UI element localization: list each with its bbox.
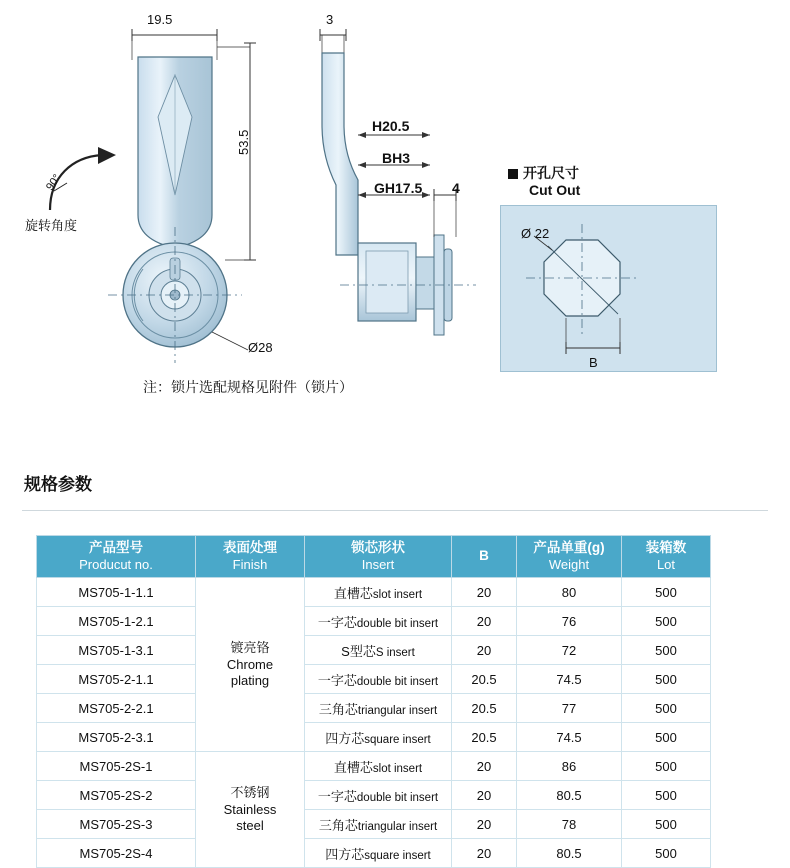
square-bullet-icon (508, 169, 518, 179)
cell-b: 20 (452, 578, 517, 607)
cell-insert: 一字芯double bit insert (305, 665, 452, 694)
column-header-finish: 表面处理 Finish (196, 536, 305, 578)
front-height-dimension: 53.5 (236, 129, 251, 155)
cell-model: MS705-2-3.1 (37, 723, 196, 752)
cell-weight: 86 (517, 752, 622, 781)
column-header-model: 产品型号 Producut no. (37, 536, 196, 578)
cell-lot: 500 (622, 607, 711, 636)
cell-model: MS705-1-2.1 (37, 607, 196, 636)
cell-model: MS705-2S-4 (37, 839, 196, 868)
cutout-b-dimension: B (589, 355, 598, 370)
side-view-drawing (280, 5, 500, 405)
cell-lot: 500 (622, 752, 711, 781)
technical-drawing (0, 0, 790, 430)
cutout-diameter-dimension: Ø 22 (521, 226, 550, 241)
cell-b: 20 (452, 752, 517, 781)
cell-b: 20.5 (452, 694, 517, 723)
cell-lot: 500 (622, 723, 711, 752)
cell-model: MS705-2S-3 (37, 810, 196, 839)
drawing-note: 注：锁片选配规格见附件（锁片） (143, 379, 353, 395)
table-body (37, 578, 711, 868)
cell-weight: 80.5 (517, 781, 622, 810)
cell-lot: 500 (622, 839, 711, 868)
cell-weight: 74.5 (517, 665, 622, 694)
cell-lot: 500 (622, 665, 711, 694)
cell-model: MS705-2S-1 (37, 752, 196, 781)
cell-finish: 不锈钢 Stainless steel (196, 752, 305, 868)
column-header-lot: 装箱数 Lot (622, 536, 711, 578)
table-row (37, 839, 711, 868)
column-header-b: B (452, 536, 517, 578)
cell-insert: 三角芯triangular insert (305, 810, 452, 839)
table-row (37, 607, 711, 636)
cell-weight: 76 (517, 607, 622, 636)
cell-b: 20 (452, 810, 517, 839)
table-row (37, 636, 711, 665)
cell-model: MS705-2S-2 (37, 781, 196, 810)
cell-weight: 80.5 (517, 839, 622, 868)
table-row (37, 810, 711, 839)
tail-dimension: 4 (452, 180, 460, 196)
cell-model: MS705-2-2.1 (37, 694, 196, 723)
cutout-title-cn (508, 163, 579, 183)
cell-b: 20 (452, 607, 517, 636)
cutout-title-cn-text: 开孔尺寸 (523, 165, 579, 181)
cell-insert: 四方芯square insert (305, 839, 452, 868)
rotation-angle-label: 旋转角度 (25, 218, 78, 233)
cell-b: 20 (452, 839, 517, 868)
cell-model: MS705-1-3.1 (37, 636, 196, 665)
cell-insert: 四方芯square insert (305, 723, 452, 752)
column-header-insert: 锁芯形状 Insert (305, 536, 452, 578)
cell-model: MS705-1-1.1 (37, 578, 196, 607)
cell-b: 20.5 (452, 665, 517, 694)
cell-lot: 500 (622, 578, 711, 607)
cell-insert: 直槽芯slot insert (305, 752, 452, 781)
cell-b: 20 (452, 636, 517, 665)
cell-lot: 500 (622, 810, 711, 839)
table-row (37, 752, 711, 781)
table-row (37, 781, 711, 810)
rotation-angle-value: 90° (44, 172, 64, 193)
gh-dimension: GH17.5 (374, 180, 423, 196)
h-dimension: H20.5 (372, 118, 410, 134)
cell-weight: 77 (517, 694, 622, 723)
front-diameter-dimension: Ø28 (248, 340, 273, 355)
front-width-dimension: 19.5 (147, 12, 173, 27)
cell-b: 20.5 (452, 723, 517, 752)
cell-weight: 80 (517, 578, 622, 607)
table-row (37, 578, 711, 607)
side-thickness-dimension: 3 (326, 12, 334, 27)
cell-insert: S型芯S insert (305, 636, 452, 665)
cell-model: MS705-2-1.1 (37, 665, 196, 694)
section-divider (22, 510, 768, 511)
cell-insert: 三角芯triangular insert (305, 694, 452, 723)
page-title: 规格参数 (24, 475, 92, 494)
table-row (37, 694, 711, 723)
cell-insert: 一字芯double bit insert (305, 781, 452, 810)
cell-lot: 500 (622, 781, 711, 810)
cell-lot: 500 (622, 636, 711, 665)
cell-insert: 一字芯double bit insert (305, 607, 452, 636)
cell-lot: 500 (622, 694, 711, 723)
cell-insert: 直槽芯slot insert (305, 578, 452, 607)
cell-b: 20 (452, 781, 517, 810)
table-row (37, 723, 711, 752)
cell-weight: 72 (517, 636, 622, 665)
table-header-row (37, 536, 711, 578)
cell-weight: 74.5 (517, 723, 622, 752)
bh-dimension: BH3 (382, 150, 411, 166)
table-row (37, 665, 711, 694)
cell-weight: 78 (517, 810, 622, 839)
cell-finish: 镀亮铬 Chrome plating (196, 578, 305, 752)
cutout-title-en: Cut Out (529, 182, 581, 198)
column-header-weight: 产品单重(g) Weight (517, 536, 622, 578)
specification-table (36, 535, 711, 868)
